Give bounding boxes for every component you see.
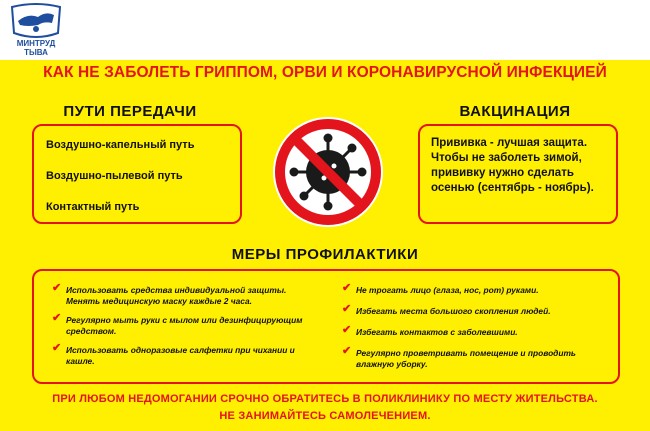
footer-warning: ПРИ ЛЮБОМ НЕДОМОГАНИИ СРОЧНО ОБРАТИТЕСЬ В ПОЛИКЛИНИКУ ПО МЕСТУ ЖИТЕЛЬСТВА. bbox=[52, 393, 598, 405]
check-icon: ✔ bbox=[52, 342, 62, 354]
check-icon: ✔ bbox=[342, 324, 352, 336]
prevention-box bbox=[32, 269, 620, 384]
ministry-emblem-icon bbox=[8, 3, 64, 39]
prevention-item: ✔ Использовать средства индивидуальной защиты. Менять медицинскую маску каждые 2 часа. bbox=[52, 282, 287, 306]
logo-line1: МИНТРУД bbox=[16, 39, 56, 48]
check-icon: ✔ bbox=[342, 345, 352, 357]
main-panel bbox=[0, 60, 650, 431]
prevention-item: ✔ Избегать контактов с заболевшими. bbox=[342, 324, 518, 337]
transmission-item: Воздушно-капельный путь bbox=[46, 139, 195, 151]
vaccination-line: прививку нужно сделать bbox=[431, 167, 574, 179]
transmission-heading: ПУТИ ПЕРЕДАЧИ bbox=[63, 103, 197, 120]
check-icon: ✔ bbox=[342, 282, 352, 294]
vaccination-box bbox=[418, 124, 618, 224]
vaccination-line: Прививка - лучшая защита. bbox=[431, 137, 588, 149]
prevention-item: ✔ Регулярно проветривать помещение и проводить влажную уборку. bbox=[342, 345, 576, 369]
page-title: КАК НЕ ЗАБОЛЕТЬ ГРИППОМ, ОРВИ И КОРОНАВИРУСНОЙ ИНФЕКЦИЕЙ bbox=[43, 64, 607, 81]
no-virus-icon bbox=[272, 116, 384, 228]
transmission-box bbox=[32, 124, 242, 224]
prevention-right-column bbox=[342, 282, 602, 378]
prevention-item: ✔ Не трогать лицо (глаза, нос, рот) руками. bbox=[342, 282, 539, 295]
logo-line2: ТЫВА bbox=[24, 48, 48, 57]
header bbox=[0, 0, 650, 60]
check-icon: ✔ bbox=[52, 312, 62, 324]
check-icon: ✔ bbox=[342, 303, 352, 315]
transmission-item: Контактный путь bbox=[46, 201, 140, 213]
prevention-item: ✔ Избегать места большого скопления людей. bbox=[342, 303, 551, 316]
prevention-item: ✔ Использовать одноразовые салфетки при чихании и кашле. bbox=[52, 342, 295, 366]
footer-warning-2: НЕ ЗАНИМАЙТЕСЬ САМОЛЕЧЕНИЕМ. bbox=[219, 410, 431, 422]
transmission-item: Воздушно-пылевой путь bbox=[46, 170, 183, 182]
vaccination-line: Чтобы не заболеть зимой, bbox=[431, 152, 582, 164]
logo bbox=[4, 3, 68, 59]
prevention-heading: МЕРЫ ПРОФИЛАКТИКИ bbox=[231, 246, 419, 263]
vaccination-text bbox=[431, 136, 610, 196]
prevention-item: ✔ Регулярно мыть руки с мылом или дезинфицирующим средством. bbox=[52, 312, 303, 336]
prevention-left-column bbox=[52, 282, 322, 375]
vaccination-line: осенью (сентябрь - ноябрь). bbox=[431, 182, 594, 194]
vaccination-heading: ВАКЦИНАЦИЯ bbox=[459, 103, 571, 120]
check-icon: ✔ bbox=[52, 282, 62, 294]
